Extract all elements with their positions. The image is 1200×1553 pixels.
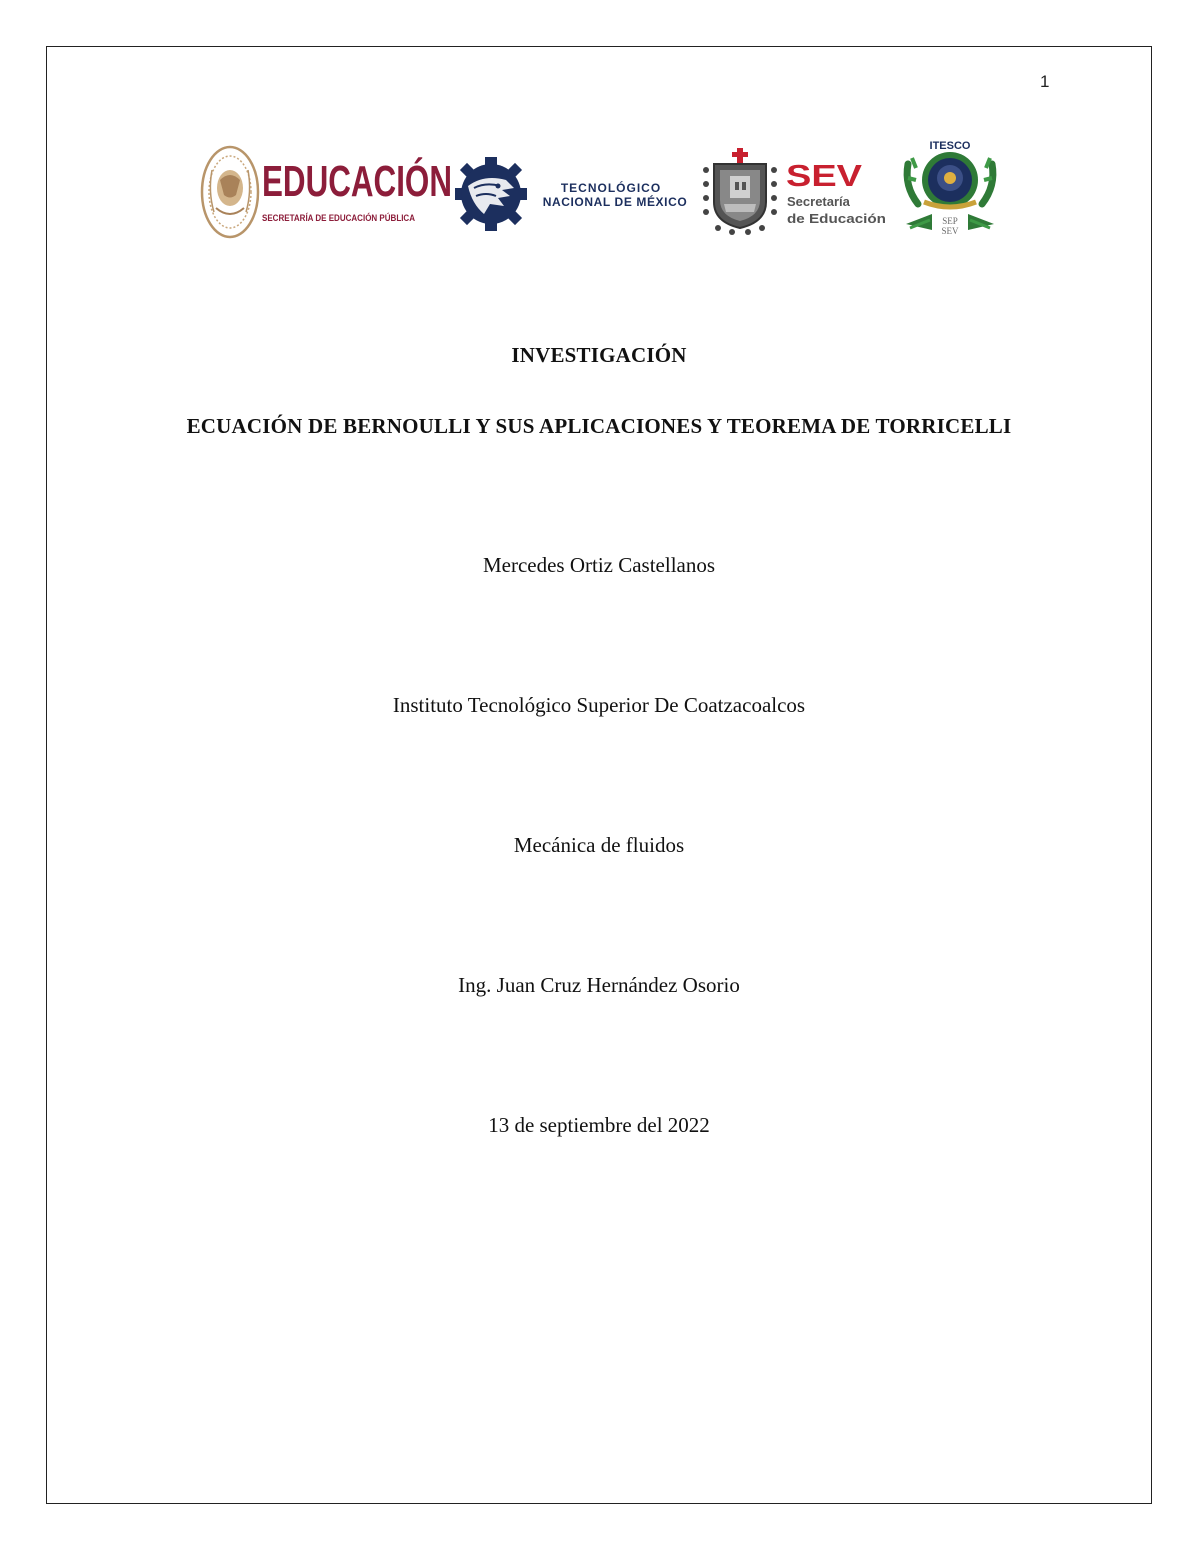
page-frame xyxy=(46,46,1152,1504)
document-date: 13 de septiembre del 2022 xyxy=(488,1113,710,1137)
svg-text:SEP: SEP xyxy=(942,216,958,226)
logo-strip xyxy=(198,138,1000,242)
document-subtitle: ECUACIÓN DE BERNOULLI Y SUS APLICACIONES Y TEOREMA DE TORRICELLI xyxy=(186,414,1012,438)
author-name: Mercedes Ortiz Castellanos xyxy=(482,553,716,577)
educacion-logo xyxy=(198,140,529,240)
institution-name: Instituto Tecnológico Superior De Coatzacoalcos xyxy=(392,693,806,717)
document-title: INVESTIGACIÓN xyxy=(511,343,687,367)
professor-name: Ing. Juan Cruz Hernández Osorio xyxy=(458,973,740,997)
svg-text:ITESCO: ITESCO xyxy=(929,140,971,152)
svg-text:de Educación: de Educación xyxy=(787,211,887,226)
svg-text:Secretaría: Secretaría xyxy=(787,194,850,209)
veracruz-shield-icon xyxy=(703,148,777,235)
tecnm-gear-icon xyxy=(455,157,527,231)
subject-name: Mecánica de fluidos xyxy=(513,833,685,857)
sev-logo xyxy=(702,148,898,236)
mexico-seal-icon xyxy=(202,147,258,237)
svg-text:EDUCACIÓN: EDUCACIÓN xyxy=(262,157,529,206)
svg-text:TECNOLÓGICO: TECNOLÓGICO xyxy=(560,181,662,195)
svg-text:SEV: SEV xyxy=(941,226,959,236)
page-number: 1 xyxy=(1040,72,1050,91)
tecnm-logo xyxy=(454,156,698,232)
svg-text:SECRETARÍA DE EDUCACIÓN PÚBLIC: SECRETARÍA DE EDUCACIÓN PÚBLICA xyxy=(262,213,444,224)
svg-text:SEV: SEV xyxy=(786,158,863,193)
svg-text:NACIONAL DE MÉXICO: NACIONAL DE MÉXICO xyxy=(542,195,688,209)
itesco-logo xyxy=(902,138,1000,238)
